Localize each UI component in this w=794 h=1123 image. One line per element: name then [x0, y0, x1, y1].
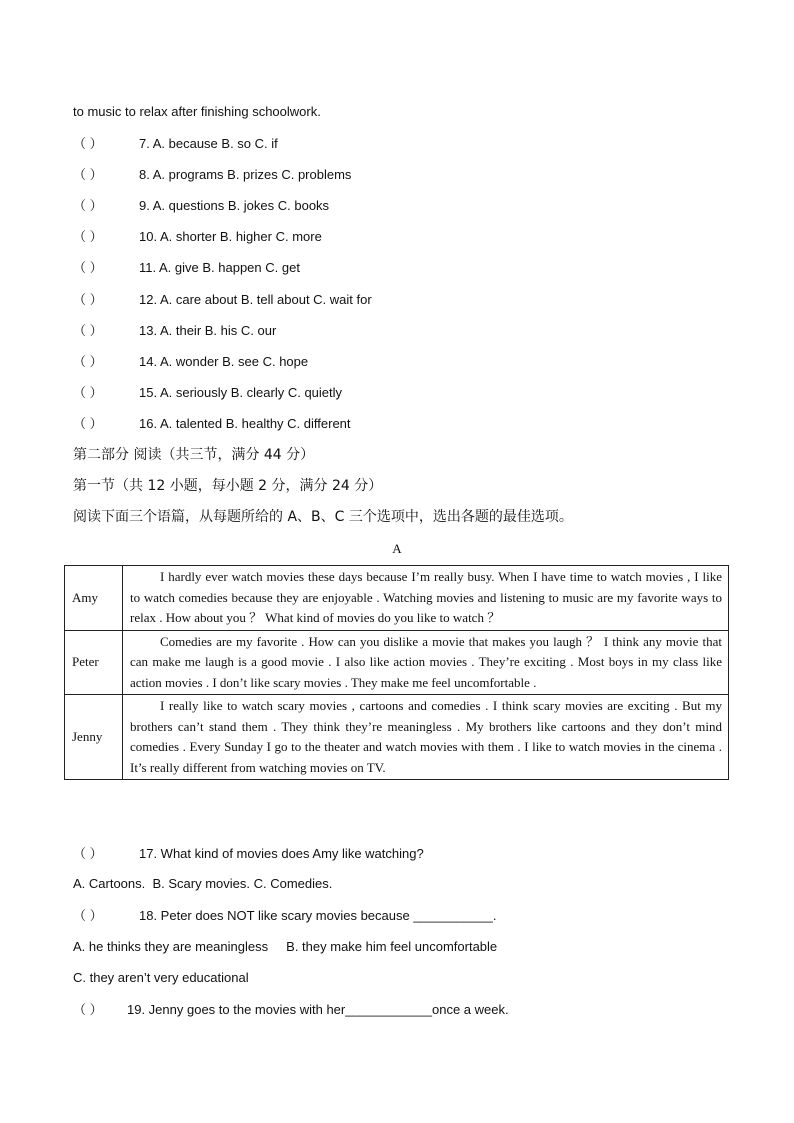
- question-text: 7. A. because B. so C. if: [139, 136, 278, 151]
- intro-line: to music to relax after finishing schoolwork.: [73, 104, 321, 119]
- question-text: 12. A. care about B. tell about C. wait for: [139, 292, 372, 307]
- question-17-options: A. Cartoons. B. Scary movies. C. Comedies.: [73, 876, 333, 891]
- question-17: [73, 846, 424, 862]
- question-18: [73, 908, 496, 924]
- passage-label: A: [392, 541, 402, 556]
- cloze-question-8: [73, 167, 351, 183]
- answer-paren: （ ）: [73, 229, 103, 244]
- passage-table: [64, 565, 729, 780]
- speaker-text: Comedies are my favorite . How can you dislike a movie that makes you laugh ？ I think any movie that can make me laugh is a good movie . I also like action movies . They’re exciting . Most boys in my class like action movies . I don’t like scary movies . They make me feel uncomfortable .: [123, 630, 729, 695]
- answer-paren: （ ）: [73, 198, 103, 213]
- part-two-heading: 第二部分 阅读（共三节，满分 44 分）: [73, 447, 315, 463]
- answer-paren: （ ）: [73, 1002, 103, 1017]
- question-text: 16. A. talented B. healthy C. different: [139, 416, 351, 431]
- speaker-name: Jenny: [65, 695, 123, 780]
- question-text: 8. A. programs B. prizes C. problems: [139, 167, 352, 182]
- answer-paren: （ ）: [73, 136, 103, 151]
- cloze-question-12: [73, 292, 372, 308]
- question-text: 15. A. seriously B. clearly C. quietly: [139, 385, 343, 400]
- answer-paren: （ ）: [73, 323, 103, 338]
- answer-paren: （ ）: [73, 354, 103, 369]
- question-18-options-2: C. they aren’t very educational: [73, 970, 249, 985]
- cloze-question-10: [73, 229, 322, 245]
- speaker-text: I really like to watch scary movies , cartoons and comedies . I think scary movies are exciting . But my brothers can’t stand them . They think they’re meaningless . My brothers like cartoons and they don’t mind comedies . Every Sunday I go to the theater and watch movies with them . I like to watch movies in the cinema . It’s really different from watching movies on TV.: [123, 695, 729, 780]
- speaker-text: I hardly ever watch movies these days because I’m really busy. When I have time to watch movies , I like to watch comedies because they are enjoyable . Watching movies and listening to music are my favorite ways to relax . How about you ？ What kind of movies do you like to watch ？: [123, 566, 729, 631]
- question-19: [73, 1002, 509, 1018]
- question-text: 9. A. questions B. jokes C. books: [139, 198, 330, 213]
- cloze-question-9: [73, 198, 329, 214]
- answer-paren: （ ）: [73, 416, 103, 431]
- cloze-question-15: [73, 385, 342, 401]
- section-one-heading: 第一节（共 12 小题，每小题 2 分，满分 24 分）: [73, 478, 383, 494]
- answer-paren: （ ）: [73, 908, 103, 923]
- table-row: [65, 566, 729, 631]
- table-row: [65, 695, 729, 780]
- question-text: 13. A. their B. his C. our: [139, 323, 277, 338]
- cloze-question-7: [73, 136, 278, 152]
- cloze-question-13: [73, 323, 276, 339]
- speaker-name: Peter: [65, 630, 123, 695]
- table-row: [65, 630, 729, 695]
- question-text: 14. A. wonder B. see C. hope: [139, 354, 309, 369]
- answer-paren: （ ）: [73, 846, 103, 861]
- answer-paren: （ ）: [73, 292, 103, 307]
- question-text: 10. A. shorter B. higher C. more: [139, 229, 322, 244]
- question-text: 17. What kind of movies does Amy like watching?: [139, 846, 424, 861]
- question-text: 18. Peter does NOT like scary movies because ___________.: [139, 908, 497, 923]
- answer-paren: （ ）: [73, 385, 103, 400]
- answer-paren: （ ）: [73, 167, 103, 182]
- instructions: 阅读下面三个语篇，从每题所给的 A、B、C 三个选项中，选出各题的最佳选项。: [73, 509, 573, 525]
- cloze-question-14: [73, 354, 308, 370]
- speaker-name: Amy: [65, 566, 123, 631]
- answer-paren: （ ）: [73, 260, 103, 275]
- cloze-question-11: [73, 260, 300, 276]
- question-text: 11. A. give B. happen C. get: [139, 260, 300, 275]
- cloze-question-16: [73, 416, 351, 432]
- question-text: 19. Jenny goes to the movies with her____________once a week.: [127, 1002, 509, 1017]
- question-18-options-1: A. he thinks they are meaningless B. they make him feel uncomfortable: [73, 939, 498, 954]
